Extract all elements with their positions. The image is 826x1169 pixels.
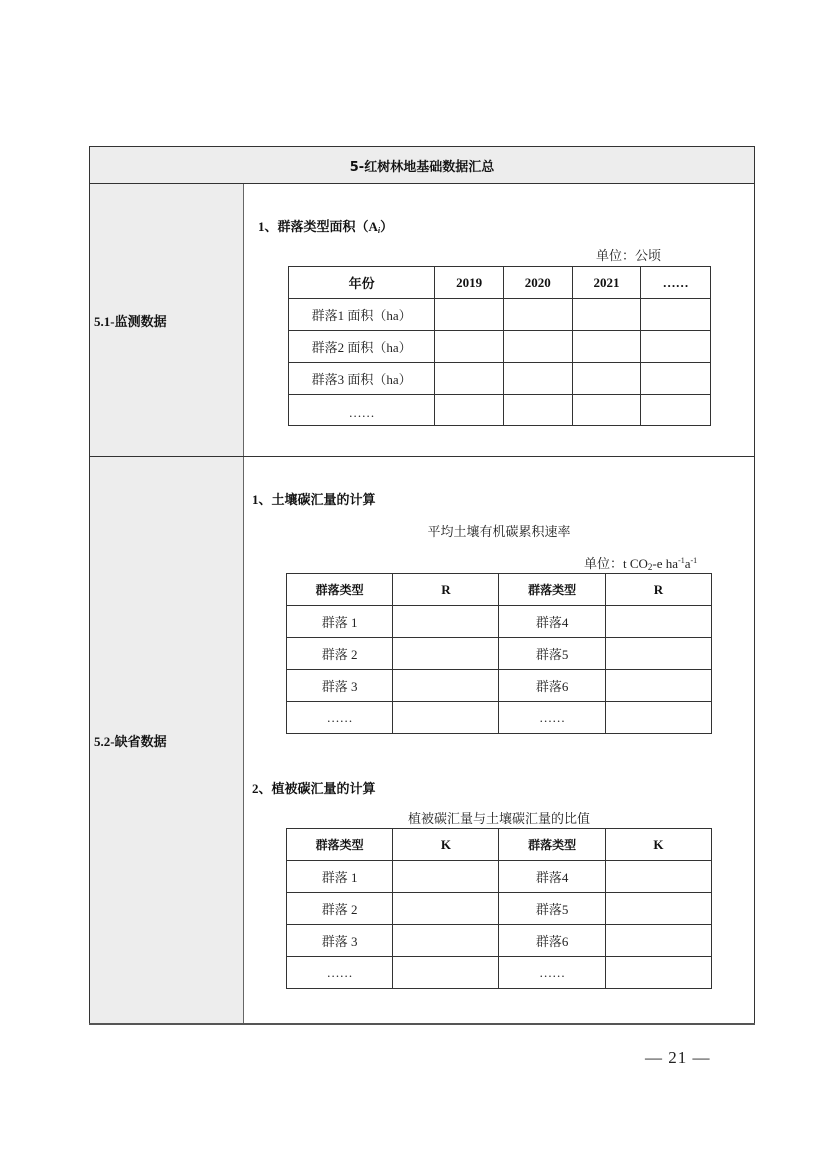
heading-close: ） xyxy=(380,219,394,234)
table-row xyxy=(287,670,712,702)
unit-subscript: 2 xyxy=(647,562,653,572)
soil-carbon-table xyxy=(286,573,712,734)
data-cell xyxy=(572,331,641,363)
header-cell: …… xyxy=(641,267,711,299)
row-label-cell: 群落3 面积（ha） xyxy=(289,363,435,395)
right-border xyxy=(754,146,755,1024)
table-row xyxy=(287,925,712,957)
data-cell xyxy=(605,702,711,734)
header-cell: 群落类型 xyxy=(499,574,605,606)
area-section-heading xyxy=(258,216,393,235)
data-cell xyxy=(435,331,504,363)
data-cell xyxy=(641,331,711,363)
row-label-cell: …… xyxy=(287,702,393,734)
row-label-cell: 群落2 面积（ha） xyxy=(289,331,435,363)
row-divider xyxy=(89,456,755,457)
section-label-text: 5.1-监测数据 xyxy=(94,313,167,329)
soil-carbon-caption: 平均土壤有机碳累积速率 xyxy=(427,525,571,540)
unit-text: -e ha xyxy=(652,556,679,571)
soil-carbon-heading: 1、土壤碳汇量的计算 xyxy=(252,492,376,507)
header-cell: R xyxy=(605,574,711,606)
data-cell xyxy=(435,363,504,395)
row-label-cell: 群落 1 xyxy=(287,606,393,638)
data-cell xyxy=(393,670,499,702)
section-label-default xyxy=(89,456,244,1024)
area-table xyxy=(288,266,711,426)
row-label-cell: 群落 1 xyxy=(287,861,393,893)
data-cell xyxy=(393,925,499,957)
soil-carbon-unit xyxy=(584,553,697,572)
data-cell xyxy=(572,395,641,426)
data-cell xyxy=(605,893,711,925)
data-cell xyxy=(393,606,499,638)
header-cell: 群落类型 xyxy=(499,829,605,861)
table-row xyxy=(287,861,712,893)
table-title xyxy=(89,146,755,184)
header-cell: K xyxy=(605,829,711,861)
data-cell xyxy=(605,957,711,989)
data-cell xyxy=(641,395,711,426)
table-row xyxy=(287,893,712,925)
table-row xyxy=(287,638,712,670)
data-cell xyxy=(503,331,572,363)
data-cell xyxy=(605,638,711,670)
header-cell: 群落类型 xyxy=(287,829,393,861)
row-label-cell: 群落5 xyxy=(499,638,605,670)
data-cell xyxy=(641,299,711,331)
section-label-monitoring xyxy=(89,184,244,456)
data-cell xyxy=(605,925,711,957)
data-cell xyxy=(572,299,641,331)
row-label-cell: …… xyxy=(289,395,435,426)
data-cell xyxy=(393,893,499,925)
unit-text: a xyxy=(684,556,691,571)
row-label-cell: 群落 3 xyxy=(287,670,393,702)
table-header-row xyxy=(289,267,711,299)
data-cell xyxy=(605,606,711,638)
header-cell: 2019 xyxy=(435,267,504,299)
data-cell xyxy=(572,363,641,395)
header-cell: 年份 xyxy=(289,267,435,299)
unit-superscript: -1 xyxy=(678,556,685,565)
unit-superscript: -1 xyxy=(690,556,698,565)
vegetation-carbon-caption: 植被碳汇量与土壤碳汇量的比值 xyxy=(407,812,590,827)
row-label-cell: 群落4 xyxy=(499,861,605,893)
row-label-cell: 群落5 xyxy=(499,893,605,925)
heading-text: 1、群落类型面积（A xyxy=(258,219,378,234)
header-cell: R xyxy=(393,574,499,606)
row-label-cell: …… xyxy=(499,957,605,989)
data-cell xyxy=(393,702,499,734)
table-row xyxy=(287,957,712,989)
section-label-text: 5.2-缺省数据 xyxy=(94,733,167,749)
data-cell xyxy=(605,861,711,893)
row-label-cell: 群落4 xyxy=(499,606,605,638)
header-cell: 2021 xyxy=(572,267,641,299)
vegetation-carbon-table xyxy=(286,828,712,989)
bottom-border xyxy=(89,1023,755,1025)
data-cell xyxy=(605,670,711,702)
table-row xyxy=(289,395,711,426)
table-row xyxy=(289,331,711,363)
data-cell xyxy=(641,363,711,395)
table-row xyxy=(289,363,711,395)
area-unit: 单位：公顷 xyxy=(596,248,662,263)
row-label-cell: 群落 3 xyxy=(287,925,393,957)
table-row xyxy=(289,299,711,331)
row-label-cell: 群落1 面积（ha） xyxy=(289,299,435,331)
row-label-cell: …… xyxy=(499,702,605,734)
table-row xyxy=(287,606,712,638)
page-number: — 21 — xyxy=(645,1048,711,1067)
header-cell: 2020 xyxy=(503,267,572,299)
data-cell xyxy=(435,299,504,331)
header-cell: K xyxy=(393,829,499,861)
data-cell xyxy=(435,395,504,426)
table-row xyxy=(287,702,712,734)
data-cell xyxy=(503,395,572,426)
vegetation-carbon-heading: 2、植被碳汇量的计算 xyxy=(252,781,376,796)
data-cell xyxy=(393,638,499,670)
row-label-cell: 群落 2 xyxy=(287,893,393,925)
row-label-cell: 群落6 xyxy=(499,925,605,957)
data-cell xyxy=(503,363,572,395)
table-title-text: 5-红树林地基础数据汇总 xyxy=(349,159,495,175)
unit-text: 单位：t CO xyxy=(584,556,648,571)
row-label-cell: …… xyxy=(287,957,393,989)
heading-subscript: i xyxy=(377,226,381,235)
row-label-cell: 群落6 xyxy=(499,670,605,702)
row-label-cell: 群落 2 xyxy=(287,638,393,670)
table-header-row xyxy=(287,829,712,861)
table-header-row xyxy=(287,574,712,606)
data-cell xyxy=(393,957,499,989)
data-cell xyxy=(503,299,572,331)
data-cell xyxy=(393,861,499,893)
header-cell: 群落类型 xyxy=(287,574,393,606)
